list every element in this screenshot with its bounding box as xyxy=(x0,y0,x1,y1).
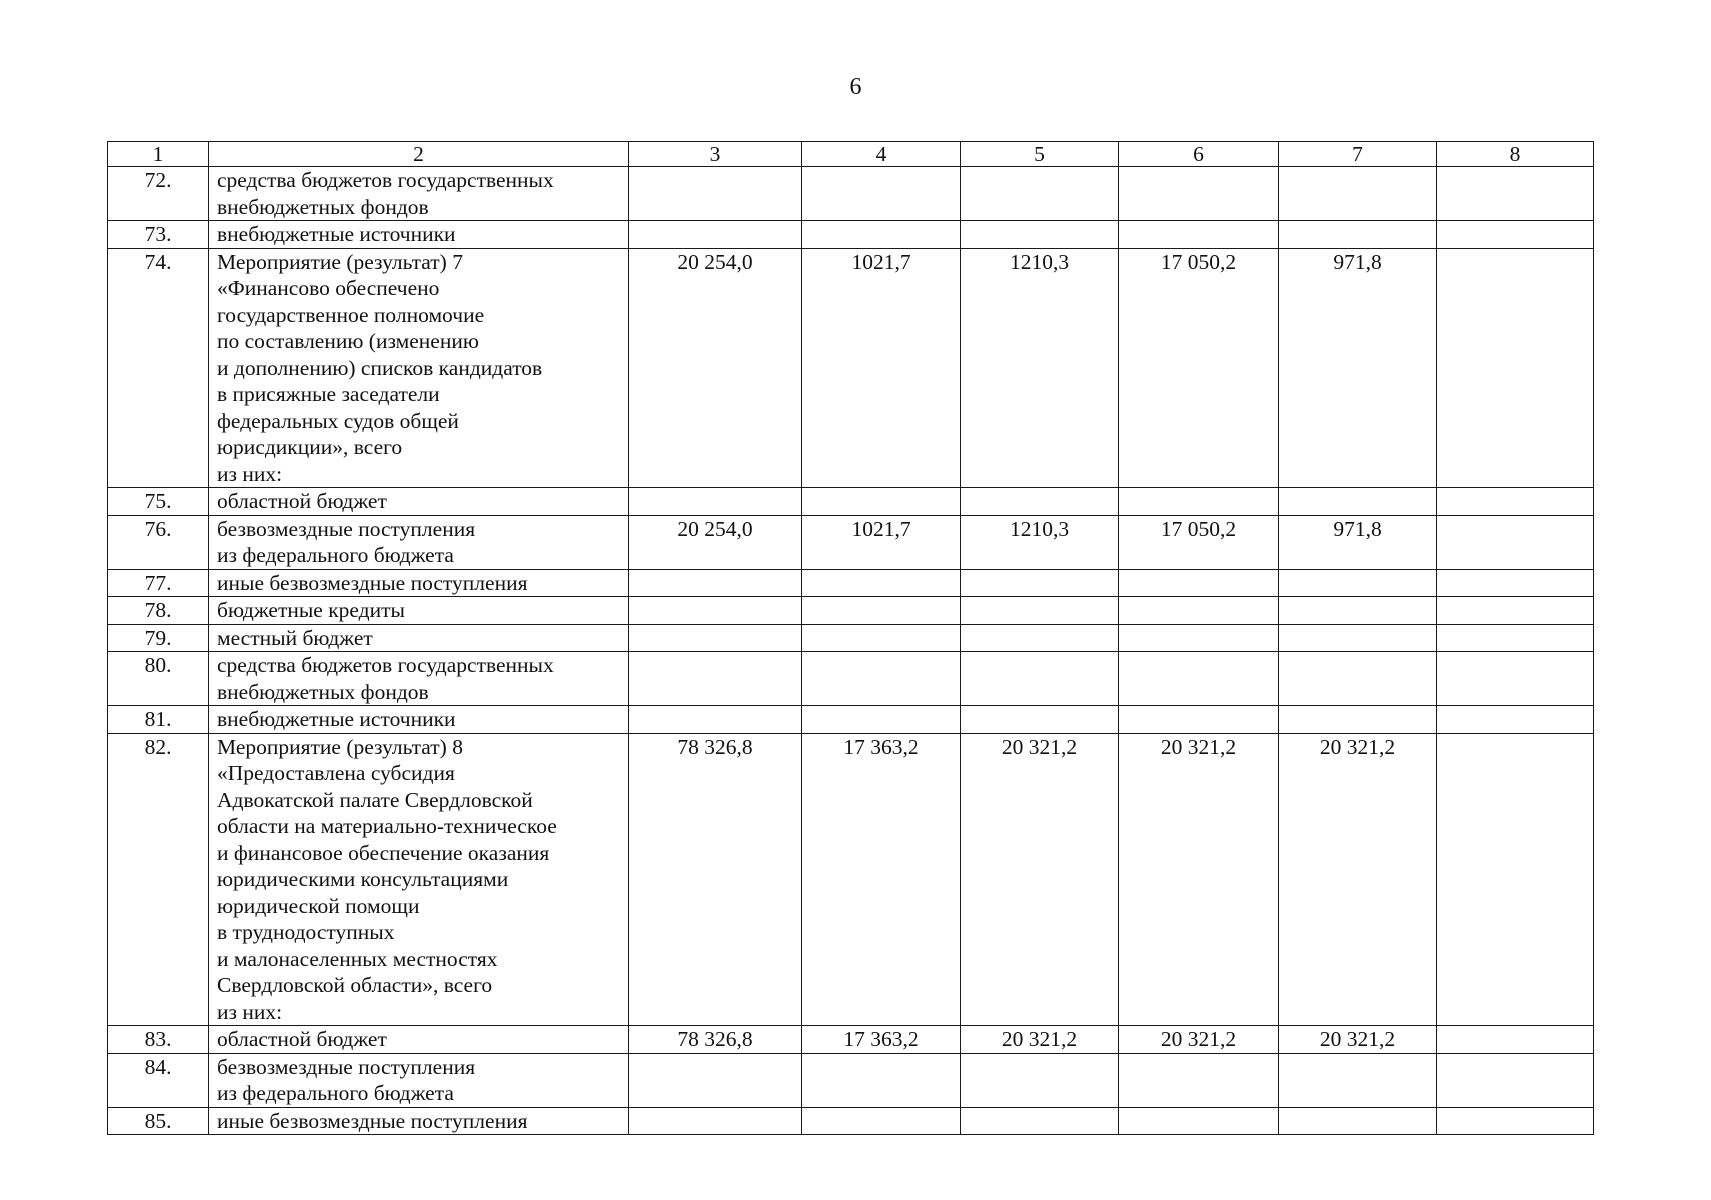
value-col-3: 20 254,0 xyxy=(629,515,802,569)
value-col-6 xyxy=(1119,569,1279,597)
value-col-3 xyxy=(629,1053,802,1107)
value-col-8 xyxy=(1437,597,1594,625)
value-col-5: 20 321,2 xyxy=(961,733,1119,1026)
value-col-7: 971,8 xyxy=(1279,248,1437,488)
value-col-7: 20 321,2 xyxy=(1279,1026,1437,1054)
value-col-6 xyxy=(1119,706,1279,734)
row-number: 77. xyxy=(108,569,209,597)
value-col-3 xyxy=(629,597,802,625)
value-col-4 xyxy=(802,569,961,597)
row-number: 72. xyxy=(108,167,209,221)
value-col-5 xyxy=(961,597,1119,625)
row-number: 85. xyxy=(108,1107,209,1135)
column-header: 1 xyxy=(108,142,209,167)
table-row xyxy=(108,1107,1594,1135)
row-description: областной бюджет xyxy=(209,1026,629,1054)
value-col-4 xyxy=(802,488,961,516)
value-col-4 xyxy=(802,624,961,652)
value-col-5: 1210,3 xyxy=(961,248,1119,488)
row-number: 76. xyxy=(108,515,209,569)
row-number: 73. xyxy=(108,221,209,249)
value-col-7 xyxy=(1279,569,1437,597)
value-col-5 xyxy=(961,652,1119,706)
row-description: иные безвозмездные поступления xyxy=(209,569,629,597)
value-col-5 xyxy=(961,1107,1119,1135)
row-number: 74. xyxy=(108,248,209,488)
value-col-8 xyxy=(1437,1053,1594,1107)
value-col-5 xyxy=(961,1053,1119,1107)
row-description: Мероприятие (результат) 8 «Предоставлена субсидия Адвокатской палате Свердловской области на материально-техническое и финансовое обеспечение оказания юридическими консультациями юридической помощи в труднодоступных и малонаселенных местностях Свердловской области», всего из них: xyxy=(209,733,629,1026)
value-col-4: 17 363,2 xyxy=(802,733,961,1026)
value-col-5: 1210,3 xyxy=(961,515,1119,569)
row-description: Мероприятие (результат) 7 «Финансово обеспечено государственное полномочие по составлению (изменению и дополнению) списков кандидатов в присяжные заседатели федеральных судов общей юрисдикции», всего из них: xyxy=(209,248,629,488)
row-number: 83. xyxy=(108,1026,209,1054)
value-col-6: 17 050,2 xyxy=(1119,248,1279,488)
value-col-7 xyxy=(1279,167,1437,221)
row-number: 78. xyxy=(108,597,209,625)
value-col-5 xyxy=(961,569,1119,597)
value-col-3 xyxy=(629,167,802,221)
value-col-4 xyxy=(802,1107,961,1135)
value-col-4 xyxy=(802,706,961,734)
value-col-6 xyxy=(1119,221,1279,249)
value-col-5 xyxy=(961,624,1119,652)
value-col-3 xyxy=(629,488,802,516)
value-col-3: 78 326,8 xyxy=(629,1026,802,1054)
value-col-3 xyxy=(629,706,802,734)
value-col-8 xyxy=(1437,1107,1594,1135)
column-header: 5 xyxy=(961,142,1119,167)
header-row xyxy=(108,142,1594,167)
value-col-7 xyxy=(1279,652,1437,706)
value-col-6: 17 050,2 xyxy=(1119,515,1279,569)
row-description: средства бюджетов государственных внебюджетных фондов xyxy=(209,167,629,221)
row-description: иные безвозмездные поступления xyxy=(209,1107,629,1135)
table-row xyxy=(108,167,1594,221)
table-row xyxy=(108,733,1594,1026)
value-col-7 xyxy=(1279,488,1437,516)
table-row xyxy=(108,624,1594,652)
row-description: внебюджетные источники xyxy=(209,706,629,734)
value-col-7: 20 321,2 xyxy=(1279,733,1437,1026)
value-col-3 xyxy=(629,652,802,706)
value-col-3 xyxy=(629,1107,802,1135)
value-col-6 xyxy=(1119,488,1279,516)
row-number: 80. xyxy=(108,652,209,706)
value-col-8 xyxy=(1437,733,1594,1026)
value-col-4 xyxy=(802,221,961,249)
column-header: 2 xyxy=(209,142,629,167)
value-col-4: 17 363,2 xyxy=(802,1026,961,1054)
row-description: бюджетные кредиты xyxy=(209,597,629,625)
row-description: местный бюджет xyxy=(209,624,629,652)
table-row xyxy=(108,515,1594,569)
table-row xyxy=(108,221,1594,249)
value-col-3: 20 254,0 xyxy=(629,248,802,488)
row-description: внебюджетные источники xyxy=(209,221,629,249)
value-col-3 xyxy=(629,569,802,597)
table-row xyxy=(108,652,1594,706)
value-col-4: 1021,7 xyxy=(802,248,961,488)
value-col-3 xyxy=(629,624,802,652)
value-col-4: 1021,7 xyxy=(802,515,961,569)
value-col-7 xyxy=(1279,597,1437,625)
table-row xyxy=(108,488,1594,516)
value-col-8 xyxy=(1437,167,1594,221)
value-col-8 xyxy=(1437,515,1594,569)
value-col-8 xyxy=(1437,706,1594,734)
value-col-7: 971,8 xyxy=(1279,515,1437,569)
row-description: средства бюджетов государственных внебюджетных фондов xyxy=(209,652,629,706)
row-number: 79. xyxy=(108,624,209,652)
row-number: 81. xyxy=(108,706,209,734)
table-row xyxy=(108,569,1594,597)
value-col-6 xyxy=(1119,167,1279,221)
row-description: безвозмездные поступления из федерального бюджета xyxy=(209,515,629,569)
table-row xyxy=(108,248,1594,488)
column-header: 7 xyxy=(1279,142,1437,167)
value-col-6 xyxy=(1119,1107,1279,1135)
value-col-6 xyxy=(1119,597,1279,625)
value-col-5: 20 321,2 xyxy=(961,1026,1119,1054)
column-header: 8 xyxy=(1437,142,1594,167)
value-col-4 xyxy=(802,167,961,221)
column-header: 3 xyxy=(629,142,802,167)
value-col-8 xyxy=(1437,248,1594,488)
value-col-4 xyxy=(802,652,961,706)
value-col-8 xyxy=(1437,221,1594,249)
value-col-6 xyxy=(1119,652,1279,706)
value-col-6 xyxy=(1119,1053,1279,1107)
value-col-8 xyxy=(1437,652,1594,706)
value-col-3 xyxy=(629,221,802,249)
value-col-5 xyxy=(961,221,1119,249)
row-number: 84. xyxy=(108,1053,209,1107)
value-col-8 xyxy=(1437,1026,1594,1054)
value-col-7 xyxy=(1279,1053,1437,1107)
row-number: 75. xyxy=(108,488,209,516)
budget-table xyxy=(107,141,1594,1135)
row-description: областной бюджет xyxy=(209,488,629,516)
page-number: 6 xyxy=(849,74,862,100)
value-col-6: 20 321,2 xyxy=(1119,1026,1279,1054)
table-row xyxy=(108,706,1594,734)
value-col-4 xyxy=(802,1053,961,1107)
value-col-8 xyxy=(1437,488,1594,516)
value-col-7 xyxy=(1279,706,1437,734)
value-col-7 xyxy=(1279,1107,1437,1135)
value-col-5 xyxy=(961,488,1119,516)
value-col-8 xyxy=(1437,624,1594,652)
value-col-5 xyxy=(961,706,1119,734)
row-number: 82. xyxy=(108,733,209,1026)
value-col-3: 78 326,8 xyxy=(629,733,802,1026)
value-col-6 xyxy=(1119,624,1279,652)
table-row xyxy=(108,597,1594,625)
value-col-5 xyxy=(961,167,1119,221)
column-header: 4 xyxy=(802,142,961,167)
value-col-4 xyxy=(802,597,961,625)
value-col-7 xyxy=(1279,221,1437,249)
row-description: безвозмездные поступления из федерального бюджета xyxy=(209,1053,629,1107)
value-col-6: 20 321,2 xyxy=(1119,733,1279,1026)
table-row xyxy=(108,1026,1594,1054)
value-col-8 xyxy=(1437,569,1594,597)
table-row xyxy=(108,1053,1594,1107)
value-col-7 xyxy=(1279,624,1437,652)
column-header: 6 xyxy=(1119,142,1279,167)
